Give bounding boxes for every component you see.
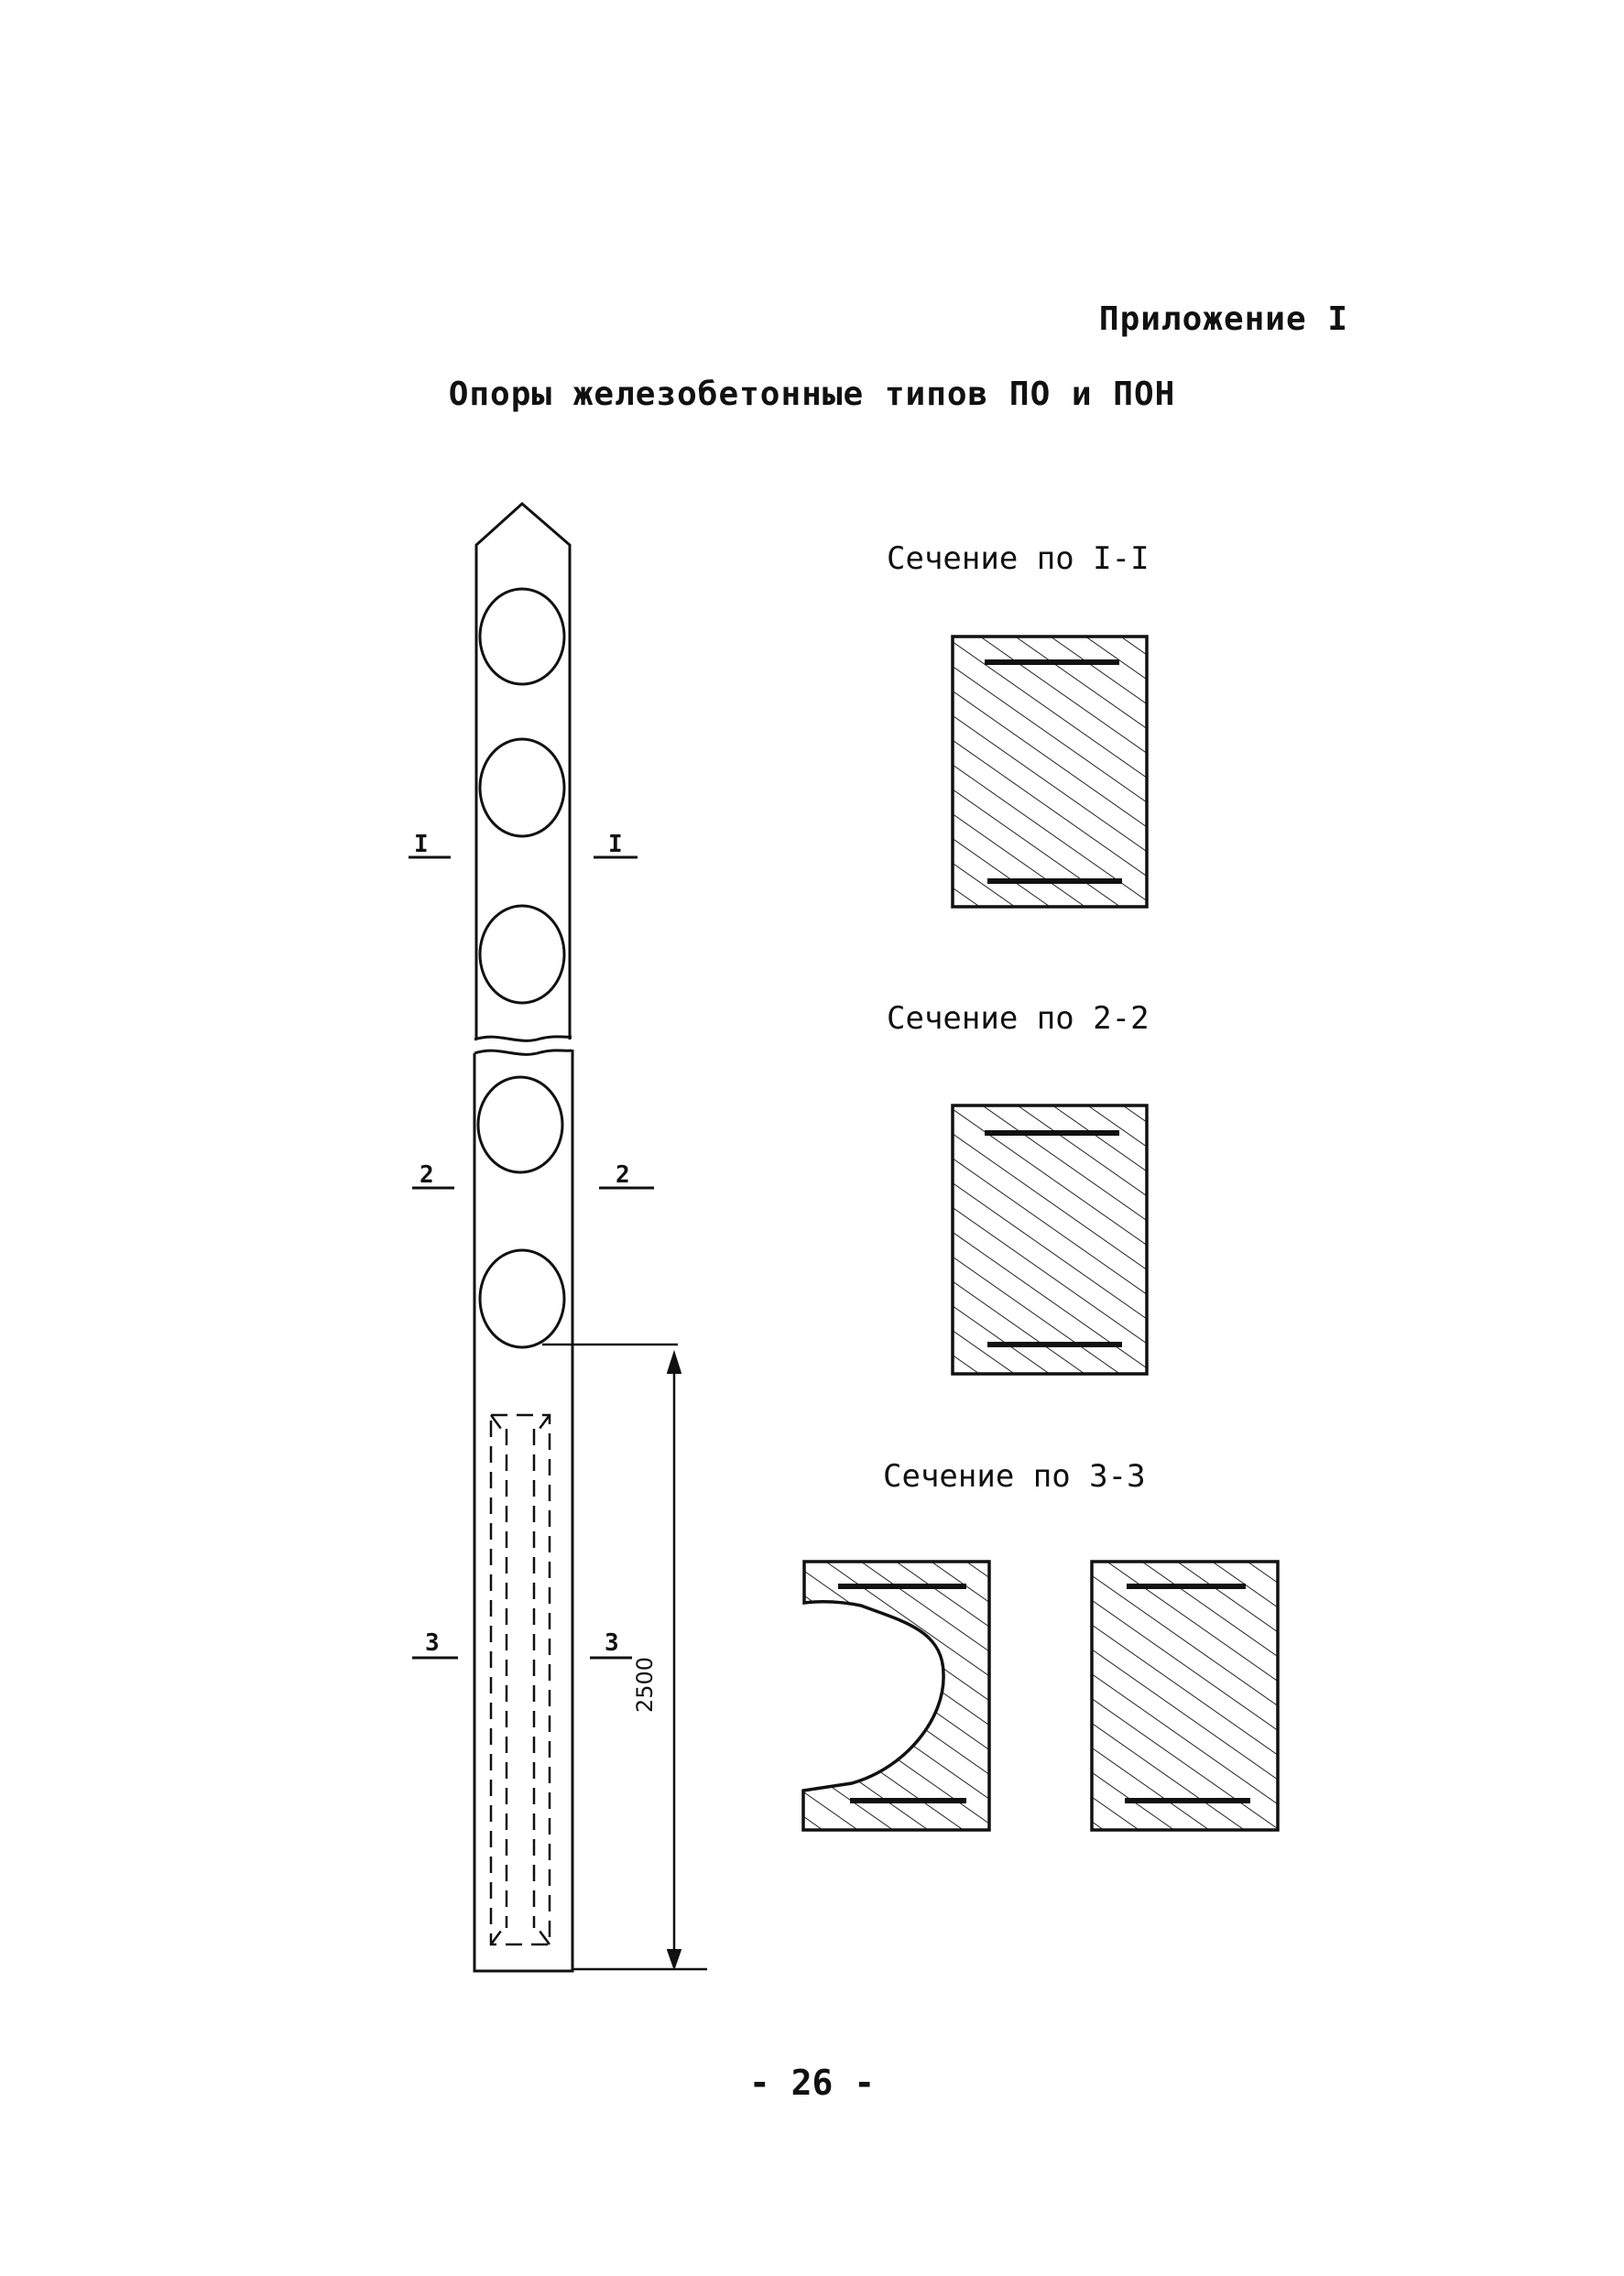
break-line-lower [474,1051,572,1054]
section-2-caption: Сечение по 2-2 [887,1000,1150,1037]
dimension-label: 2500 [632,1656,658,1713]
section-1-drawing [953,637,1147,907]
appendix-label: Приложение I [1098,300,1348,338]
section-1-caption: Сечение по I-I [887,540,1150,577]
section-3-drawing-solid [1092,1562,1278,1830]
section-3-drawing-channel [803,1562,989,1830]
break-line [474,1037,572,1040]
pole-opening [480,739,564,836]
cut-label-2-right: 2 [616,1161,630,1189]
pole-opening [480,906,564,1003]
cut-label-3-right: 3 [605,1629,619,1657]
cut-label-2-left: 2 [420,1161,434,1189]
pole-opening [480,589,564,684]
hidden-recess [491,1415,550,1944]
pole-opening [480,1250,564,1347]
pole-lower-segment [474,1050,572,1971]
section-2-drawing [953,1105,1147,1374]
page-title: Опоры железобетонные типов ПО и ПОН [448,376,1176,413]
pole-opening [478,1077,562,1172]
cut-label-1-right: I [608,831,623,858]
cut-label-1-left: I [414,831,429,858]
page-number: - 26 - [748,2063,876,2103]
pole-elevation [474,504,707,1971]
pole-upper-segment [476,504,570,1040]
cut-label-3-left: 3 [425,1629,440,1657]
section-3-caption: Сечение по 3-3 [883,1458,1146,1495]
